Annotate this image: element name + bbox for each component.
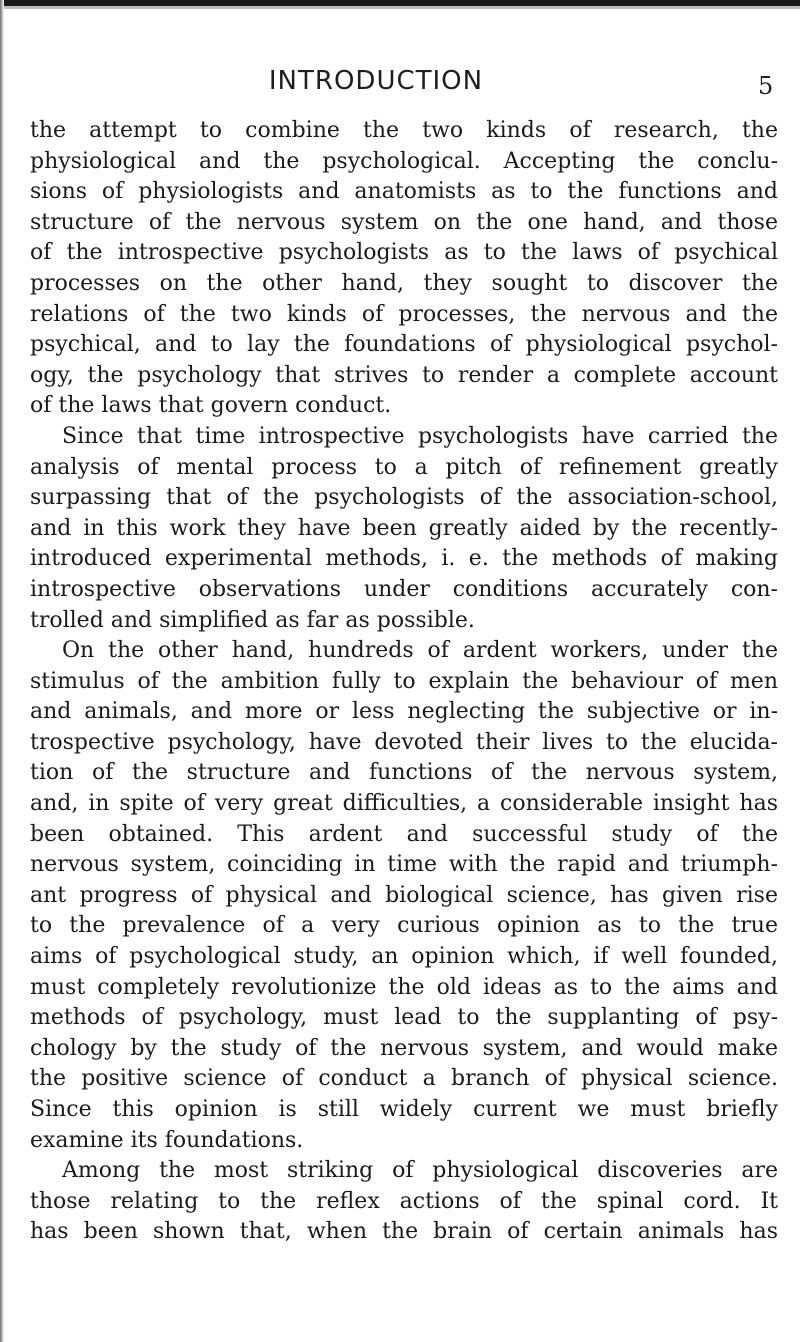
text-line: those relating to the reflex actions of the spinal cord. It [30,1188,778,1214]
text-line: examine its foundations. [30,1127,304,1153]
text-line: must completely revolutionize the old ideas as to the aims and [30,974,778,1000]
text-line: analysis of mental process to a pitch of refinement greatly [30,454,778,480]
text-line: has been shown that, when the brain of certain animals has [30,1219,778,1245]
page-left-edge [0,0,4,1342]
text-line: of the laws that govern conduct. [30,393,392,419]
text-line: psychical, and to lay the foundations of physiological psychol- [30,332,778,358]
text-line: ogy, the psychology that strives to render a complete account [30,362,778,388]
running-head-title: INTRODUCTION [268,66,484,96]
text-line: methods of psychology, must lead to the supplanting of psy- [30,1005,778,1031]
text-line: surpassing that of the psychologists of the association-school, [30,485,778,511]
running-head [0,66,800,106]
text-line: chology by the study of the nervous system, and would make [30,1035,778,1061]
text-line: relations of the two kinds of processes, the nervous and the [30,301,778,327]
text-line: trolled and simplified as far as possible. [30,607,475,633]
text-line: of the introspective psychologists as to the laws of psychical [30,240,778,266]
text-line: introduced experimental methods, i. e. the methods of making [30,546,778,572]
paragraph-start: On the other hand, hundreds of ardent workers, under the [62,638,778,664]
text-line: trospective psychology, have devoted their lives to the elucida- [30,729,778,755]
text-line: the positive science of conduct a branch of physical science. [30,1066,778,1092]
text-line: and, in spite of very great difficulties, a considerable insight has [30,791,778,817]
page-top-edge-shade [0,6,800,9]
text-line: sions of physiologists and anatomists as to the functions and [30,179,778,205]
page-number: 5 [758,72,774,100]
text-line: aims of psychological study, an opinion which, if well founded, [30,944,778,970]
text-line: physiological and the psychological. Accepting the conclu- [30,148,778,174]
text-line: processes on the other hand, they sought to discover the [30,270,778,296]
text-line: tion of the structure and functions of the nervous system, [30,760,778,786]
text-line: nervous system, coinciding in time with the rapid and triumph- [30,852,778,878]
text-line: and animals, and more or less neglecting the subjective or in- [30,699,778,725]
paragraph-start: Among the most striking of physiological discoveries are [62,1158,778,1184]
text-line: Since this opinion is still widely current we must briefly [30,1097,778,1122]
text-line: introspective observations under conditions accurately con- [30,576,778,602]
paragraph-start: Since that time introspective psychologists have carried the [62,423,778,449]
text-line: to the prevalence of a very curious opinion as to the true [30,913,778,939]
body-text [30,116,778,1248]
text-line: been obtained. This ardent and successful study of the [30,821,778,847]
text-line: ant progress of physical and biological science, has given rise [30,882,778,908]
text-line: the attempt to combine the two kinds of research, the [30,118,778,143]
text-line: structure of the nervous system on the one hand, and those [30,209,778,235]
text-line: and in this work they have been greatly aided by the recently- [30,515,778,541]
text-line: stimulus of the ambition fully to explain the behaviour of men [30,668,778,694]
